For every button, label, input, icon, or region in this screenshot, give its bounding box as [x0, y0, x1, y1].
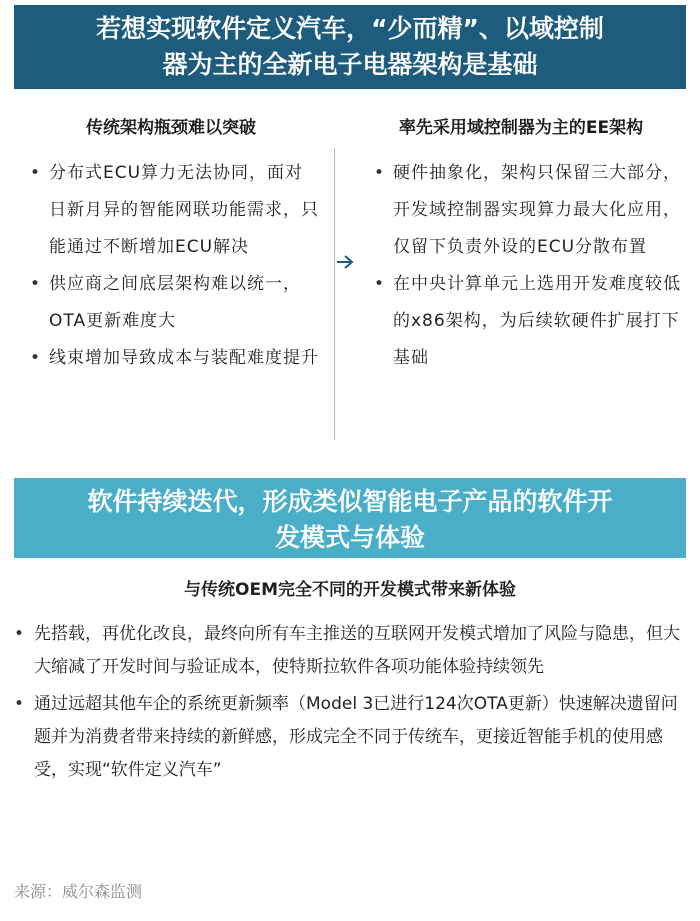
column-divider	[334, 148, 335, 440]
left-column-heading: 传统架构瓶颈难以突破	[86, 118, 256, 138]
middle-banner-line-2: 发模式与体验	[274, 523, 425, 552]
top-banner-line-1: 若想实现软件定义汽车，“少而精”、以域控制	[96, 14, 604, 43]
list-item: • 线束增加导致成本与装配难度提升	[22, 340, 320, 377]
list-item: • 通过远超其他车企的系统更新频率（Model 3已进行124次OTA更新）快速解决遗留问题并为消费者带来持续的新鲜感，形成完全不同于传统车，更接近智能手机的使用感受，实现“软件定义汽车”	[12, 688, 692, 787]
top-banner	[14, 5, 686, 89]
right-column-list	[366, 155, 686, 377]
left-column-list	[22, 155, 320, 377]
source-note: 来源：威尔森监测	[14, 882, 143, 901]
bottom-section-list	[12, 618, 692, 791]
middle-banner-line-1: 软件持续迭代，形成类似智能电子产品的软件开	[87, 487, 613, 516]
arrow-right-icon	[335, 254, 355, 270]
middle-banner	[14, 478, 686, 558]
right-column-heading: 率先采用域控制器为主的EE架构	[398, 118, 644, 138]
bottom-section-heading: 与传统OEM完全不同的开发模式带来新体验	[184, 580, 516, 600]
top-banner-line-2: 器为主的全新电子电器架构是基础	[162, 50, 538, 79]
list-item: • 硬件抽象化，架构只保留三大部分，开发域控制器实现算力最大化应用，仅留下负责外设的ECU分散布置	[366, 155, 686, 266]
list-item: • 供应商之间底层架构难以统一，OTA更新难度大	[22, 266, 320, 340]
list-item: • 在中央计算单元上选用开发难度较低的x86架构，为后续软硬件扩展打下基础	[366, 266, 686, 377]
list-item: • 先搭载，再优化改良，最终向所有车主推送的互联网开发模式增加了风险与隐患，但大大缩减了开发时间与验证成本，使特斯拉软件各项功能体验持续领先	[12, 618, 692, 684]
list-item: • 分布式ECU算力无法协同，面对日新月异的智能网联功能需求，只能通过不断增加ECU解决	[22, 155, 320, 266]
